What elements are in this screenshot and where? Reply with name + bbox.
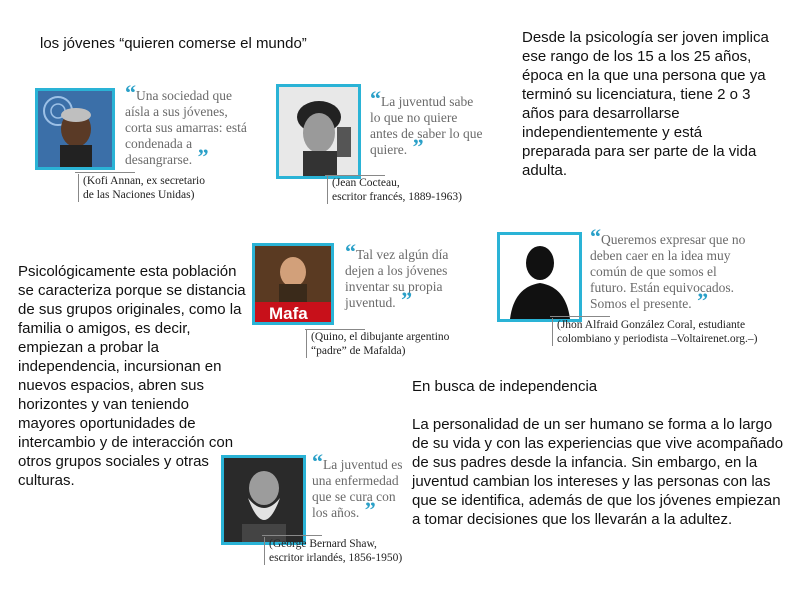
open-quote-icon: “ — [312, 449, 323, 474]
psychology-paragraph: Psicológicamente esta población se caracteriza porque se distancia de sus grupos originales, como la familia o amigos, es decir, empiezan a probar la independencia, incursionan en nuevos espacios, abren sus horizontes y van teniendo mayores oportunidades de intercambio y de interacción con otros grupos sociales y otras culturas. — [18, 263, 246, 489]
quote-cite-cocteau: (Jean Cocteau, escritor francés, 1889-1963) — [327, 176, 502, 204]
close-quote-icon: ” — [691, 288, 709, 313]
quote-cite-quino: (Quino, el dibujante argentino “padre” de Mafalda) — [306, 330, 486, 358]
portrait-annan — [35, 88, 115, 170]
portrait-cocteau-image — [279, 87, 358, 176]
quote-text-shaw: “La juventud es una enfermedad que se cura con los años. ” — [312, 449, 403, 522]
portrait-quino-image — [255, 246, 331, 322]
open-quote-icon: “ — [590, 224, 601, 249]
section-title: En busca de independencia — [412, 378, 598, 395]
quote-text-quino: “Tal vez algún día dejen a los jóvenes inventar su propia juventud. ” — [345, 239, 449, 312]
portrait-shaw-image — [224, 458, 303, 542]
open-quote-icon: “ — [125, 80, 136, 105]
close-quote-icon: ” — [359, 497, 376, 522]
quote-cite-gonzalez: (Jhon Alfraid González Coral, estudiante colombiano y periodista –Voltairenet.org.–) — [552, 318, 792, 346]
quote-text-annan: “Una sociedad que aísla a sus jóvenes, corta sus amarras: está condenada a desangrarse. ” — [125, 80, 247, 169]
definition-paragraph: Desde la psicología ser joven implica ese rango de los 15 a los 25 años, época en la que una persona que ya terminó su licenciatura, tiene 2 o 3 años para desarrollarse independientemente y está preparada para ser parte de la vida adulta. — [522, 29, 769, 179]
quote-text-cocteau: “La juventud sabe lo que no quiere antes de saber lo que quiere. ” — [370, 86, 483, 159]
intro-line: los jóvenes “quieren comerse el mundo” — [40, 35, 307, 52]
open-quote-icon: “ — [370, 86, 381, 111]
portrait-quino — [252, 243, 334, 325]
quote-cite-shaw: (George Bernard Shaw, escritor irlandés, 1856-1950) — [264, 537, 419, 565]
close-quote-icon: ” — [192, 144, 209, 169]
portrait-shaw — [221, 455, 306, 545]
portrait-gonzalez — [497, 232, 582, 322]
silhouette-icon — [500, 235, 579, 319]
mafalda-banner: Mafa — [269, 304, 308, 322]
section-body: La personalidad de un ser humano se forma a lo largo de su vida y con las experiencias que vive acompañado de sus padres desde la infancia. Sin embargo, en la juventud cambian los intereses y las personas con las que se identifica, además de que los jóvenes empiezan a tomar decisiones que los llevarán a la adultez. — [412, 416, 784, 528]
close-quote-icon: ” — [395, 287, 413, 312]
portrait-cocteau — [276, 84, 361, 179]
quote-cite-annan: (Kofi Annan, ex secretario de las Naciones Unidas) — [78, 174, 258, 202]
portrait-annan-image — [38, 91, 112, 167]
close-quote-icon: ” — [407, 134, 424, 159]
open-quote-icon: “ — [345, 239, 356, 264]
quote-text-gonzalez: “Queremos expresar que no deben caer en la idea muy común de que somos el futuro. Están equivocados. Somos el presente. ” — [590, 224, 746, 313]
